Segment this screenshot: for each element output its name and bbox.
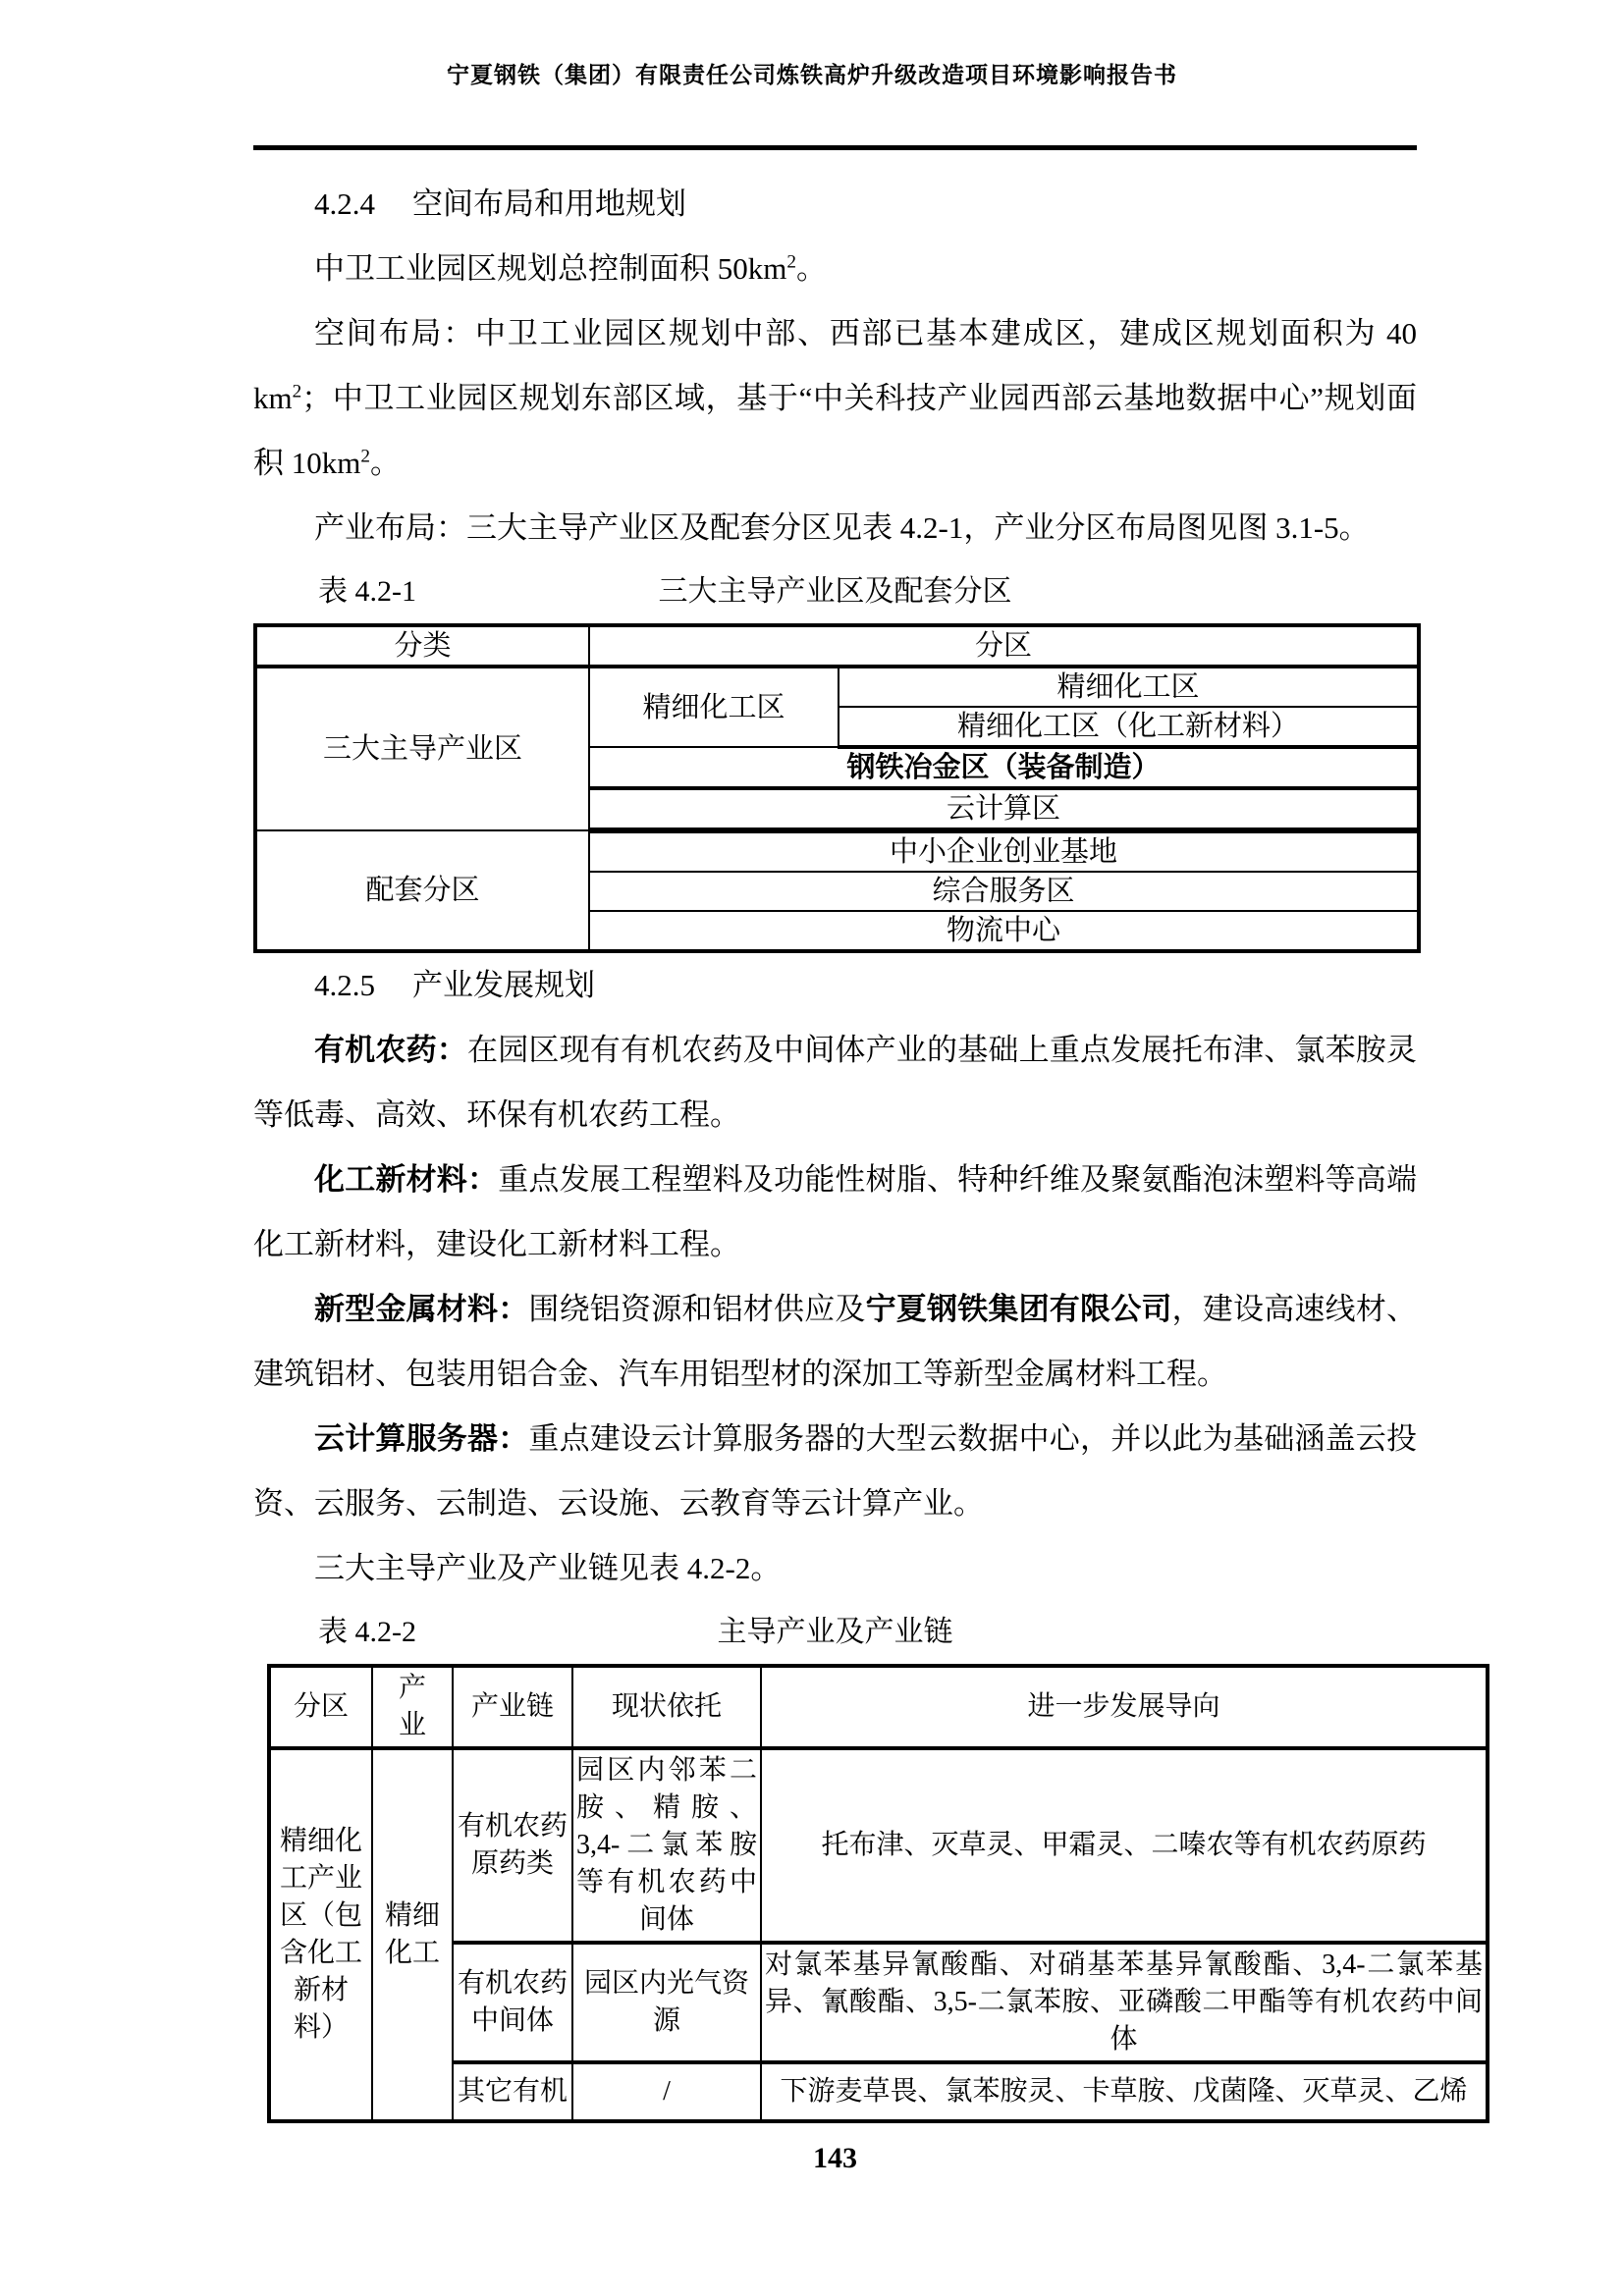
cell-support1: 中小企业创业基地 (589, 830, 1419, 872)
cell-basis: / (572, 2062, 761, 2121)
header-zone: 分区 (269, 1666, 372, 1748)
cell-group-support: 配套分区 (255, 830, 589, 951)
paragraph-spatial-layout: 空间布局：中卫工业园区规划中部、西部已基本建成区，建成区规划面积为 40 $km^2$；中卫工业园区规划东部区域，基于“中关科技产业园西部云基地数据中心”规划面积 $10km^2$。 (253, 316, 1417, 480)
table-row (255, 667, 1419, 707)
cell-chain: 有机农药原药类 (453, 1748, 572, 1943)
page-header (0, 0, 1624, 90)
table-caption-label: 表 4.2-1 (318, 575, 416, 608)
table-caption-title: 主导产业及产业链 (717, 1616, 953, 1648)
cell-industry: 精细化工 (372, 1748, 453, 2121)
section-title: 产业发展规划 (412, 968, 595, 1002)
cell-fine-chem-sub1: 精细化工区 (839, 667, 1419, 707)
paragraph-lead: 新型金属材料： (314, 1292, 529, 1326)
cell-direction: 托布津、灭草灵、甲霜灵、二嗪农等有机农药原药 (761, 1748, 1488, 1943)
paragraph-lead: 云计算服务器： (314, 1421, 529, 1456)
table-row (255, 830, 1419, 872)
cell-direction: 对氯苯基异氰酸酯、对硝基苯基异氰酸酯、3,4-二氯苯基异、氰酸酯、3,5-二氯苯胺、亚磷酸二甲酯等有机农药中间体 (761, 1943, 1488, 2062)
superscript: 2 (786, 251, 796, 273)
table-4-2-2 (267, 1664, 1489, 2123)
header-direction: 进一步发展导向 (761, 1666, 1488, 1748)
cell-basis: 园区内光气资源 (572, 1943, 761, 2062)
cell-support3: 物流中心 (589, 911, 1419, 951)
table-4-2-2-caption (253, 1601, 1417, 1664)
table-4-2-1-caption (253, 561, 1417, 623)
table-caption-title: 三大主导产业区及配套分区 (658, 575, 1012, 608)
cell-steel-zone: 钢铁冶金区（装备制造） (589, 747, 1419, 788)
table-row (269, 1748, 1488, 1943)
cell-zone: 精细化工产业区（包含化工新材料） (269, 1748, 372, 2121)
paragraph-industry-layout: 产业布局：三大主导产业区及配套分区见表 4.2-1，产业分区布局图见图 3.1-5。 (314, 510, 1370, 545)
section-heading-4-2-5 (253, 953, 1417, 1018)
section-number: 4.2.5 (314, 968, 375, 1002)
cell-fine-chem-parent: 精细化工区 (589, 667, 839, 747)
cell-basis: 园区内邻苯二胺、精胺、3,4-二氯苯胺等有机农药中间体 (572, 1748, 761, 1943)
paragraph-cloud-server: 云计算服务器：重点建设云计算服务器的大型云数据中心，并以此为基础涵盖云投资、云服务、云制造、云设施、云教育等云计算产业。 (253, 1421, 1418, 1521)
company-name: 宁夏钢铁集团有限公司 (865, 1292, 1172, 1326)
paragraph-chem-materials: 化工新材料：重点发展工程塑料及功能性树脂、特种纤维及聚氨酯泡沫塑料等高端化工新材料，建设化工新材料工程。 (253, 1162, 1417, 1261)
superscript: 2 (292, 381, 302, 402)
page-content (253, 150, 1483, 2178)
cell-support2: 综合服务区 (589, 872, 1419, 911)
table-row (255, 625, 1419, 667)
table-row (269, 2062, 1488, 2121)
paragraph-organic-pesticide: 有机农药：在园区现有有机农药及中间体产业的基础上重点发展托布津、氯苯胺灵等低毒、高效、环保有机农药工程。 (253, 1033, 1417, 1132)
cell-fine-chem-sub2: 精细化工区（化工新材料） (839, 707, 1419, 747)
paragraph-total-area: 中卫工业园区规划总控制面积 $50km^2$。 (314, 251, 827, 286)
section-title: 空间布局和用地规划 (412, 187, 686, 221)
paragraph-lead: 有机农药： (314, 1033, 467, 1067)
table-row (269, 1666, 1488, 1748)
table-caption-label: 表 4.2-2 (318, 1616, 416, 1648)
cell-cloud-zone: 云计算区 (589, 788, 1419, 830)
header-chain: 产业链 (453, 1666, 572, 1748)
section-heading-4-2-4 (253, 172, 1417, 237)
cell-chain: 有机农药中间体 (453, 1943, 572, 2062)
table-row (269, 1943, 1488, 2062)
header-basis: 现状依托 (572, 1666, 761, 1748)
table-4-2-1 (253, 623, 1421, 953)
paragraph-industry-chains: 三大主导产业及产业链见表 4.2-2。 (314, 1551, 782, 1585)
paragraph-lead: 化工新材料： (314, 1162, 499, 1197)
paragraph-new-metal: 新型金属材料：围绕铝资源和铝材供应及宁夏钢铁集团有限公司，建设高速线材、建筑铝材、包装用铝合金、汽车用铝型材的深加工等新型金属材料工程。 (253, 1292, 1418, 1391)
report-title: 宁夏钢铁（集团）有限责任公司炼铁高炉升级改造项目环境影响报告书 (447, 63, 1177, 87)
table-header-category: 分类 (255, 625, 589, 667)
cell-direction: 下游麦草畏、氯苯胺灵、卡草胺、戊菌隆、灭草灵、乙烯 (761, 2062, 1488, 2121)
header-industry: 产业 (372, 1666, 453, 1748)
section-number: 4.2.4 (314, 187, 375, 221)
table-header-zone: 分区 (589, 625, 1419, 667)
cell-group-main: 三大主导产业区 (255, 667, 589, 830)
page-number: 143 (813, 2142, 857, 2174)
cell-chain: 其它有机 (453, 2062, 572, 2121)
superscript: 2 (360, 446, 370, 467)
